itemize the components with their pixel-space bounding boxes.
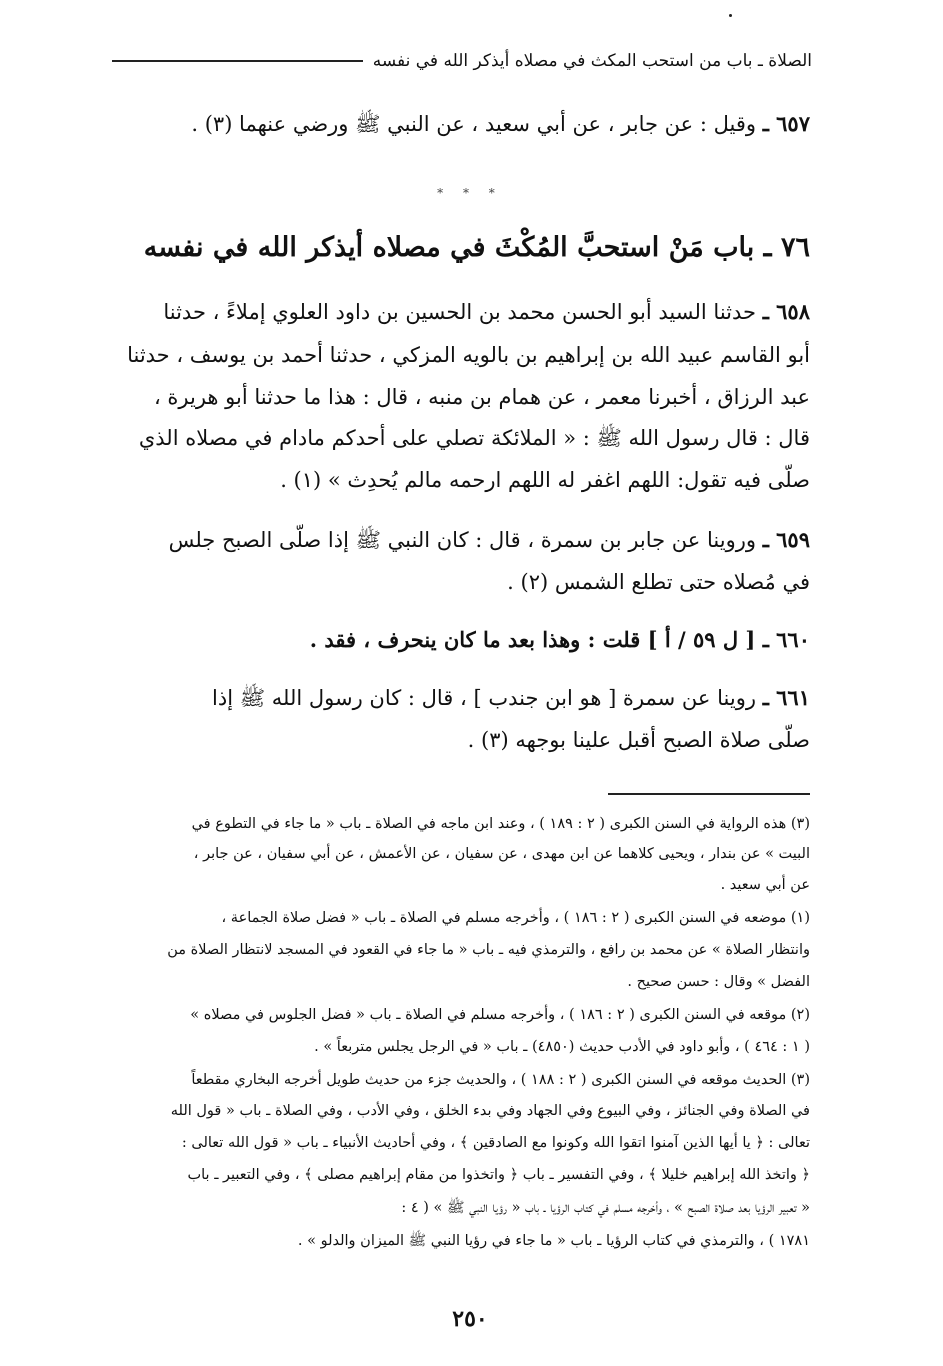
entry-text-line: روينا عن سمرة [ هو ابن جندب ] ، قال : كان رسول الله ﷺ إذا	[212, 686, 756, 710]
entry-text-line: عبد الرزاق ، أخبرنا معمر ، عن همام بن منبه ، قال : هذا ما حدثنا أبو هريرة ،	[153, 385, 810, 409]
footnote-rule	[608, 793, 810, 795]
footnote-line: ١٧٨١ ) ، والترمذي في كتاب الرؤيا ـ باب « ما جاء في رؤيا النبي ﷺ الميزان والدلو » .	[297, 1233, 810, 1249]
header-rule	[112, 60, 363, 62]
footnote-line: (١) موضعه في السنن الكبرى ( ٢ : ١٨٦ ) ، وأخرجه مسلم في الصلاة ـ باب « فضل صلاة الجماعة ،	[221, 910, 810, 926]
footnote-line: الفضل » وقال : حسن صحيح .	[627, 974, 810, 990]
entry-657	[110, 104, 810, 144]
entry-text-line: قال : قال رسول الله ﷺ : « الملائكة تصلي على أحدكم مادام في مصلاه الذي	[138, 426, 810, 450]
entry-661	[110, 678, 810, 718]
entry-number: ٦٥٨ ـ	[762, 299, 810, 324]
entry-text-line: وروينا عن جابر بن سمرة ، قال : كان النبي ﷺ إذا صلّى الصبح جلس	[168, 528, 756, 552]
section-separator: * * *	[437, 186, 503, 200]
entry-660	[110, 620, 810, 660]
footnote-line: عن أبي سعيد .	[720, 877, 810, 893]
running-header-title: الصلاة ـ باب من استحب المكث في مصلاه أيذكر الله في نفسه	[372, 51, 812, 71]
footnote-line: البيت » عن بندار ، ويحيى كلاهما عن ابن مهدى ، عن سفيان ، عن الأعمش ، عن أبي سفيان ، عن جابر ،	[193, 846, 810, 862]
entry-text-line: [ ل ٥٩ / أ ] قلت : وهذا بعد ما كان ينحرف ، فقد .	[309, 627, 756, 652]
entry-text-line: صلّى صلاة الصبح أقبل علينا بوجهه (٣) .	[467, 728, 810, 752]
footnote-line: وانتظار الصلاة » عن محمد بن رافع ، والترمذي فيه ـ باب « ما جاء في القعود في المسجد لانتظار الصلاة من	[167, 942, 810, 958]
entry-number: ٦٦٠ ـ	[762, 627, 810, 652]
entry-text-line: وقيل : عن جابر ، عن أبي سعيد ، عن النبي ﷺ ورضي عنهما (٣) .	[191, 112, 756, 136]
chapter-heading: ٧٦ ـ باب مَنْ استحبَّ المُكْثَ في مصلاه أيذكر الله في نفسه	[143, 232, 810, 263]
ink-dot	[729, 14, 732, 17]
entry-text-line: صلّى فيه تقول: اللهم اغفر له اللهم ارحمه مالم يُحدِث » (١) .	[280, 468, 810, 492]
entry-658	[110, 292, 810, 332]
entry-659	[110, 520, 810, 560]
footnote-line: (٣) هذه الرواية في السنن الكبرى ( ٢ : ١٨٩ ) ، وعند ابن ماجه في الصلاة ـ باب « ما جاء في التطوع في	[191, 816, 810, 832]
footnote-line: « تعبير الرؤيا بعد صلاة الصبح » ، وأخرجه مسلم في كتاب الرؤيا ـ باب « رؤيا النبي ﷺ » ( ٤ :	[401, 1200, 810, 1216]
entry-number: ٦٦١ ـ	[762, 685, 810, 710]
page-number: ٢٥٠	[452, 1306, 488, 1332]
footnote-line: ( ١ : ٤٦٤ ) ، وأبو داود في الأدب حديث (٤٨٥٠) ـ باب « في الرجل يجلس متربعاً » .	[314, 1039, 810, 1055]
footnote-line: في الصلاة وفي الجنائز ، وفي البيوع وفي الجهاد وفي بدء الخلق ، وفي الأدب ، وفي الصلاة ـ باب « قول الله	[170, 1103, 810, 1119]
footnote-line: ﴿ واتخذ الله إبراهيم خليلا ﴾ ، وفي التفسير ـ باب ﴿ واتخذوا من مقام إبراهيم مصلى ﴾ ، وفي التعبير ـ باب	[187, 1167, 810, 1183]
entry-text-line: حدثنا السيد أبو الحسن محمد بن الحسين بن داود العلوي إملاءً ، حدثنا	[163, 300, 756, 324]
entry-number: ٦٥٧ ـ	[762, 111, 810, 136]
footnote-line: (٢) موقعه في السنن الكبرى ( ٢ : ١٨٦ ) ، وأخرجه مسلم في الصلاة ـ باب « فضل الجلوس في مصلاه »	[190, 1007, 810, 1023]
running-header	[112, 46, 812, 76]
entry-text-line: في مُصلاه حتى تطلع الشمس (٢) .	[507, 570, 810, 594]
entry-number: ٦٥٩ ـ	[762, 527, 810, 552]
entry-text-line: أبو القاسم عبيد الله بن إبراهيم بن بالويه المزكي ، حدثنا أحمد بن يوسف ، حدثنا	[127, 343, 810, 367]
footnote-line: (٣) الحديث موقعه في السنن الكبرى ( ٢ : ١٨٨ ) ، والحديث جزء من حديث طويل أخرجه البخاري مقطعاً	[191, 1072, 810, 1088]
footnote-line: تعالى : ﴿ يا أيها الذين آمنوا اتقوا الله وكونوا مع الصادقين ﴾ ، وفي أحاديث الأنبياء ـ باب « قول الله تعالى :	[181, 1135, 810, 1151]
